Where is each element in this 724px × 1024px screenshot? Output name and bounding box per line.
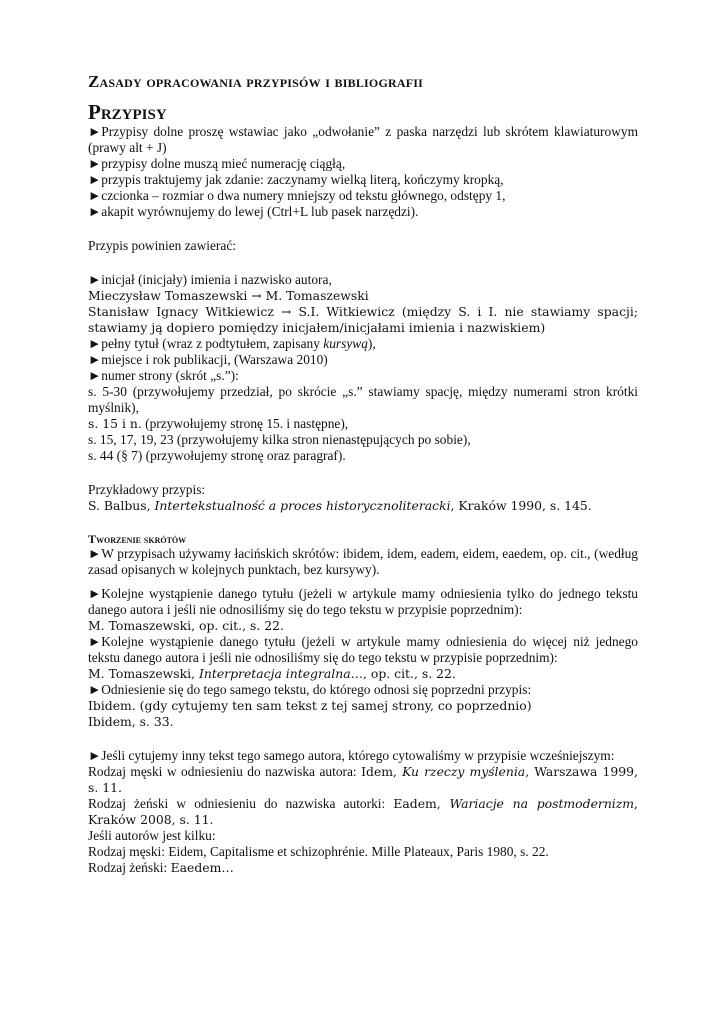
text-run: s. 15 i n. xyxy=(88,416,142,431)
page-example xyxy=(88,416,638,432)
page-bullet: ►numer strony (skrót „s.”): xyxy=(88,368,239,383)
rule-paragraph: ►Kolejne wystąpienie danego tytułu (jeżeli w artykule mamy odniesienia do więcej niż jednego tekstu danego autora i jeśli nie odnosiliśmy się do tego tekstu w przypisie poprzednim): xyxy=(88,634,638,665)
rule-paragraph: ►W przypisach używamy łacińskich skrótów: ibidem, idem, eadem, eidem, eaedem, op. cit., (według zasad opisanych w kolejnych punktach, bez kursywy). xyxy=(88,546,638,577)
page-example xyxy=(88,448,638,464)
example-line: Rodzaj męski: Eidem, Capitalisme et schizophrénie. Mille Plateaux, Paris 1980, s. 22. xyxy=(88,844,549,859)
place-bullet: ►miejsce i rok publikacji, (Warszawa 2010) xyxy=(88,352,328,367)
example-line: Ibidem, s. 33. xyxy=(88,714,174,729)
rule-paragraph: ►przypis traktujemy jak zdanie: zaczynamy wielką literą, kończymy kropką, xyxy=(88,172,504,187)
text-run: Idem, xyxy=(361,764,403,779)
page-example: s. 15, 17, 19, 23 (przywołujemy kilka stron nienastępujących po sobie), xyxy=(88,432,471,447)
title-bullet xyxy=(88,336,638,352)
text-run: ), xyxy=(367,336,376,351)
text-run: Eadem, xyxy=(393,796,450,811)
rule-paragraph: ►akapit wyrównujemy do lewej (Ctrl+L lub pasek narzędzi). xyxy=(88,204,419,219)
sample-footnote xyxy=(88,498,638,514)
example-line: M. Tomaszewski, op. cit., s. 22. xyxy=(88,618,284,633)
text-run: s. 44 (§ 7) xyxy=(88,448,143,463)
example-line xyxy=(88,860,638,876)
rule-paragraph: ►Odniesienie się do tego samego tekstu, do którego odnosi się poprzedni przypis: xyxy=(88,682,532,697)
example-line xyxy=(88,796,638,828)
italic-run: Ku rzeczy myślenia xyxy=(402,764,526,779)
rule-paragraph: ►Przypisy dolne proszę wstawiac jako „odwołanie” z paska narzędzi lub skrótem klawiaturowym (prawy alt + J) xyxy=(88,124,638,155)
text-run: , Kraków 2008, s. 11. xyxy=(88,796,638,827)
text-run: Eaedem… xyxy=(170,860,234,875)
text-run: (przywołujemy stronę 15. i następne), xyxy=(141,416,349,431)
example-line: Ibidem. (gdy cytujemy ten sam tekst z tej samej strony, co poprzednio) xyxy=(88,698,532,713)
initials-bullet: ►inicjał (inicjały) imienia i nazwisko autora, xyxy=(88,272,332,287)
section-title-przypisy: Przypisy xyxy=(88,100,167,124)
example-full-name: Mieczysław Tomaszewski xyxy=(88,288,248,303)
italic-run: Interpretacja integralna… xyxy=(199,666,363,681)
rule-paragraph: ►przypisy dolne muszą mieć numerację ciągłą, xyxy=(88,156,346,171)
example-line xyxy=(88,666,638,682)
text-run: (przywołujemy stronę oraz paragraf). xyxy=(142,448,346,463)
section-title-skroty: Tworzenie skrótów xyxy=(88,532,187,546)
rule-paragraph: ►czcionka – rozmiar o dwa numery mniejszy od tekstu głównego, odstępy 1, xyxy=(88,188,506,203)
page-example: s. 5-30 (przywołujemy przedział, po skrócie „s.” stawiamy spację, między numerami stron krótki myślnik), xyxy=(88,384,638,415)
text-run: , Warszawa 1999, s. 11. xyxy=(88,764,638,795)
several-authors-label: Jeśli autorów jest kilku: xyxy=(88,828,216,843)
initials-example-2: Stanisław Ignacy Witkiewicz → S.I. Witkiewicz (między S. i I. nie stawiamy spacji; stawiamy ją dopiero pomiędzy inicjałem/inicjałami imienia i nazwiskiem) xyxy=(88,304,638,335)
text-run: M. Tomaszewski, xyxy=(88,666,199,681)
initials-example xyxy=(88,288,638,304)
text-run: S. Balbus, xyxy=(88,498,155,513)
text-run: Rodzaj żeński: xyxy=(88,860,171,875)
document-title: Zasady opracowania przypisów i bibliografii xyxy=(88,72,423,91)
text-run: , op. cit., s. 22. xyxy=(363,666,456,681)
document-page xyxy=(88,74,638,876)
italic-run: Wariacje na postmodernizm xyxy=(449,796,635,811)
should-contain-label: Przypis powinien zawierać: xyxy=(88,238,236,253)
rule-paragraph: ►Kolejne wystąpienie danego tytułu (jeżeli w artykule mamy odniesienia tylko do jednego tekstu danego autora i jeśli nie odnosiliśmy się do tego tekstu w przypisie poprzednim): xyxy=(88,586,638,617)
sample-label: Przykładowy przypis: xyxy=(88,482,206,497)
example-initials: M. Tomaszewski xyxy=(265,288,369,303)
arrow-icon: → xyxy=(251,288,262,303)
text-run: Rodzaj żeński w odniesieniu do nazwiska autorki: xyxy=(88,796,394,811)
rule-paragraph: ►Jeśli cytujemy inny tekst tego samego autora, którego cytowaliśmy w przypisie wcześniejszym: xyxy=(88,748,615,763)
text-run: Rodzaj męski w odniesieniu do nazwiska autora: xyxy=(88,764,362,779)
italic-run: Intertekstualność a proces historycznoliteracki xyxy=(154,498,451,513)
text-run: , Kraków 1990, s. 145. xyxy=(450,498,592,513)
example-line xyxy=(88,764,638,796)
text-run: ►pełny tytuł (wraz z podtytułem, zapisany xyxy=(88,336,324,351)
italic-run: kursywą xyxy=(323,336,368,351)
